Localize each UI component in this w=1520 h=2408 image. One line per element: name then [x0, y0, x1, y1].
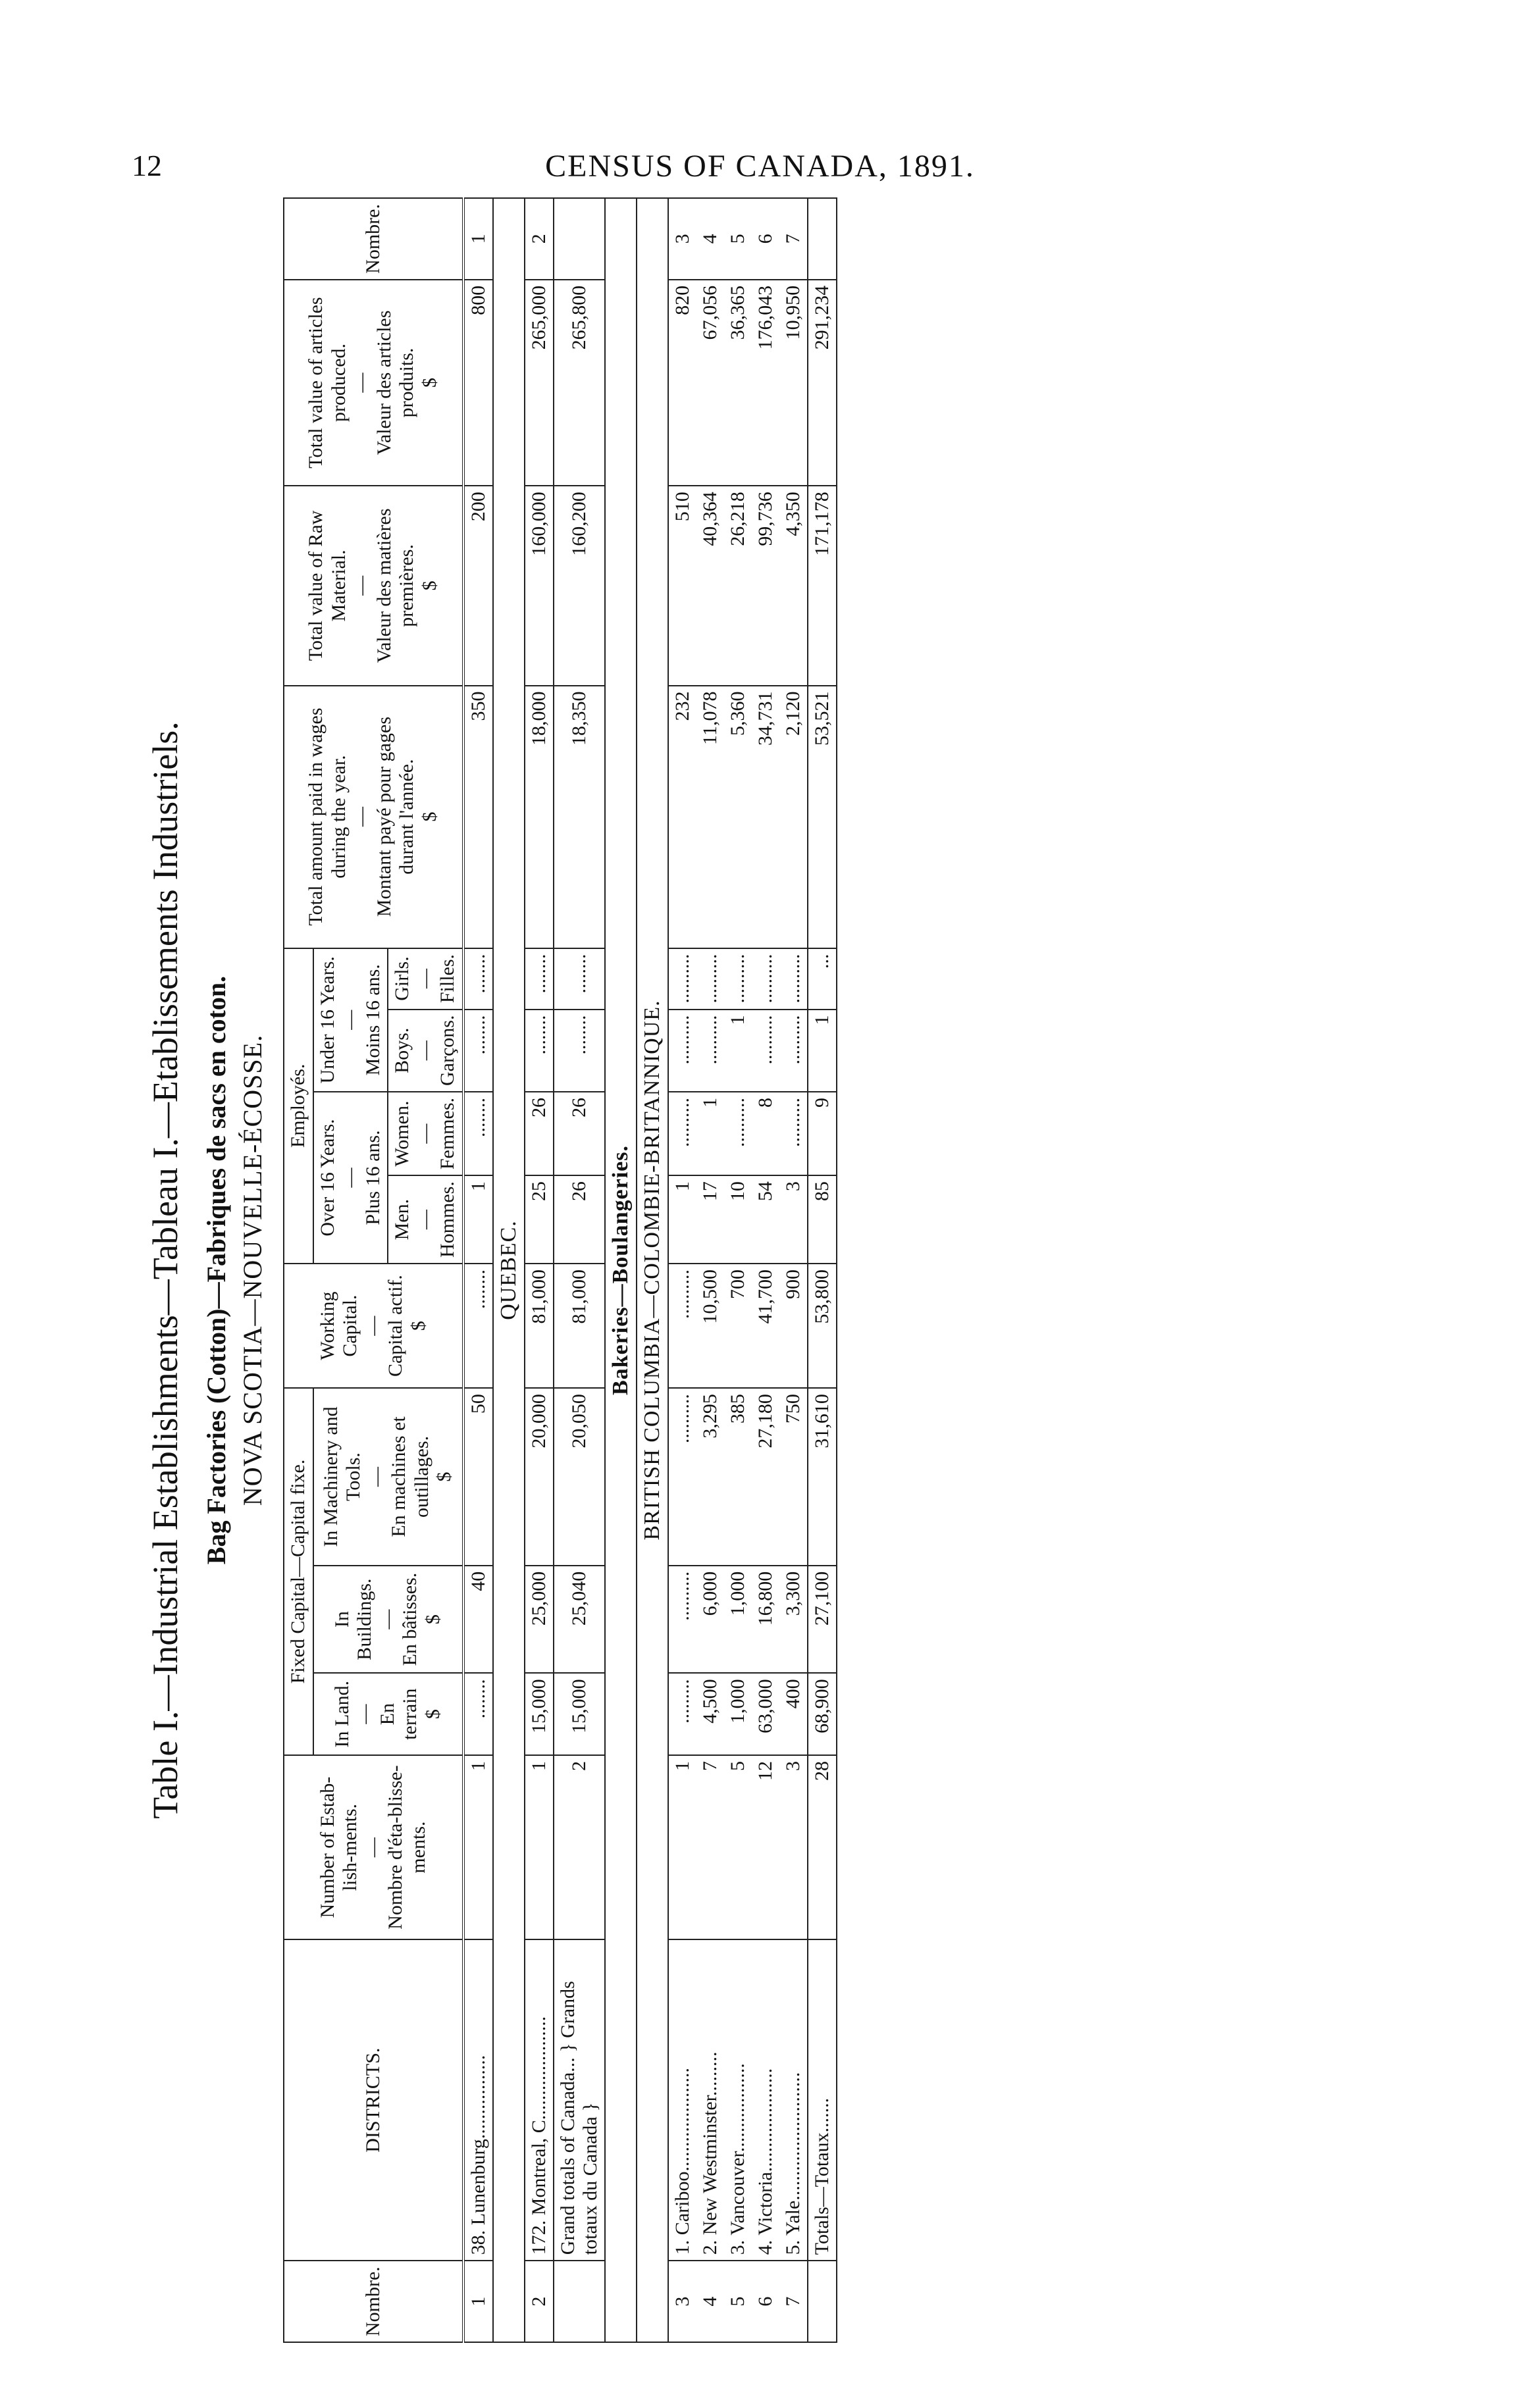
cell-men: 54	[752, 1175, 779, 1264]
header-raw-material: Total value of Raw Material. — Valeur des matières premières. $	[284, 486, 463, 685]
district-name: 38. Lunenburg.................	[463, 1939, 493, 2261]
header-fixed-capital: Fixed Capital—Capital fixe.	[284, 1388, 313, 1755]
cell-working: ..........	[668, 1264, 696, 1388]
table-row	[696, 198, 724, 2342]
page-header	[0, 148, 1520, 188]
cell-buildings: 40	[463, 1566, 493, 1674]
row-number-right	[554, 198, 605, 280]
cell-machinery: ..........	[668, 1388, 696, 1566]
row-number: 5	[724, 2261, 752, 2342]
header-over-16: Over 16 Years. — Plus 16 ans.	[313, 1092, 388, 1264]
cell-buildings: 16,800	[752, 1566, 779, 1674]
cell-girls: ..........	[724, 948, 752, 1010]
cell-wages: 18,350	[554, 686, 605, 948]
row-number-right: 1	[463, 198, 493, 280]
cell-machinery: 385	[724, 1388, 752, 1566]
cell-raw: 4,350	[779, 486, 808, 685]
cell-establishments: 1	[668, 1755, 696, 1939]
cell-girls: ..........	[779, 948, 808, 1010]
section-row-quebec	[493, 198, 525, 2342]
cell-produced: 36,365	[724, 280, 752, 486]
cell-establishments: 28	[808, 1755, 837, 1939]
cell-raw: 171,178	[808, 486, 837, 685]
cell-raw: 26,218	[724, 486, 752, 685]
cell-machinery: 31,610	[808, 1388, 837, 1566]
cell-produced: 800	[463, 280, 493, 486]
cell-men: 85	[808, 1175, 837, 1264]
row-number-right: 4	[696, 198, 724, 280]
row-number: 3	[668, 2261, 696, 2342]
district-name: 3. Vancouver..................	[724, 1939, 752, 2261]
header-boys: Boys. — Garçons.	[388, 1010, 463, 1092]
cell-machinery: 27,180	[752, 1388, 779, 1566]
header-men: Men. — Hommes.	[388, 1175, 463, 1264]
header-buildings: In Buildings. — En bâtisses. $	[313, 1566, 463, 1674]
table-row	[752, 198, 779, 2342]
header-girls: Girls. — Filles.	[388, 948, 463, 1010]
cell-girls: ...	[808, 948, 837, 1010]
table-row	[525, 198, 554, 2342]
cell-working: 900	[779, 1264, 808, 1388]
cell-produced: 10,950	[779, 280, 808, 486]
cell-wages: 232	[668, 686, 696, 948]
cell-raw: 40,364	[696, 486, 724, 685]
cell-machinery: 20,050	[554, 1388, 605, 1566]
cell-men: 26	[554, 1175, 605, 1264]
table-row	[779, 198, 808, 2342]
cell-men: 3	[779, 1175, 808, 1264]
cell-boys: ........	[525, 1010, 554, 1092]
header-wages: Total amount paid in wages during the year. — Montant payé pour gages durant l'année. $	[284, 686, 463, 948]
row-number: 1	[463, 2261, 493, 2342]
cell-men: 25	[525, 1175, 554, 1264]
row-number: 2	[525, 2261, 554, 2342]
cell-machinery: 750	[779, 1388, 808, 1566]
cell-establishments: 12	[752, 1755, 779, 1939]
cell-establishments: 7	[696, 1755, 724, 1939]
row-number-right: 6	[752, 198, 779, 280]
cell-boys: ........	[554, 1010, 605, 1092]
cell-girls: ........	[463, 948, 493, 1010]
cell-boys: ..........	[696, 1010, 724, 1092]
cell-raw: 200	[463, 486, 493, 685]
table-row	[668, 198, 696, 2342]
cell-wages: 11,078	[696, 686, 724, 948]
cell-produced: 265,800	[554, 280, 605, 486]
cell-establishments: 5	[724, 1755, 752, 1939]
cell-machinery: 20,000	[525, 1388, 554, 1566]
section-nova-scotia: NOVA SCOTIA—NOUVELLE-ÉCOSSE.	[238, 1034, 267, 1506]
cell-men: 1	[668, 1175, 696, 1264]
header-land: In Land. — En terrain $	[313, 1673, 463, 1755]
cell-women: ..........	[724, 1092, 752, 1175]
cell-raw: 99,736	[752, 486, 779, 685]
district-name: Grand totals of Canada... } Grands totaux du Canada }	[554, 1939, 605, 2261]
cell-men: 1	[463, 1175, 493, 1264]
section-row-bc	[637, 198, 668, 2342]
cell-working: 10,500	[696, 1264, 724, 1388]
cell-working: 41,700	[752, 1264, 779, 1388]
cell-wages: 53,521	[808, 686, 837, 948]
cell-buildings: 25,000	[525, 1566, 554, 1674]
cell-working: 81,000	[554, 1264, 605, 1388]
district-name: 2. New Westminster.........	[696, 1939, 724, 2261]
cell-women: 1	[696, 1092, 724, 1175]
cell-raw: 160,200	[554, 486, 605, 685]
cell-working: ........	[463, 1264, 493, 1388]
cell-produced: 176,043	[752, 280, 779, 486]
running-head: CENSUS OF CANADA, 1891.	[545, 149, 975, 184]
header-employes: Employés.	[284, 948, 313, 1264]
header-machinery: In Machinery and Tools. — En machines et outillages. $	[313, 1388, 463, 1566]
cell-buildings: 3,300	[779, 1566, 808, 1674]
cell-land: ........	[463, 1673, 493, 1755]
row-number-right: 2	[525, 198, 554, 280]
cell-produced: 291,234	[808, 280, 837, 486]
cell-girls: ..........	[696, 948, 724, 1010]
cell-establishments: 2	[554, 1755, 605, 1939]
cell-raw: 160,000	[525, 486, 554, 685]
cell-wages: 5,360	[724, 686, 752, 948]
section-quebec: QUEBEC.	[493, 198, 525, 2342]
census-table	[283, 197, 837, 2343]
table-row	[724, 198, 752, 2342]
cell-men: 17	[696, 1175, 724, 1264]
header-women: Women. — Femmes.	[388, 1092, 463, 1175]
cell-boys: 1	[808, 1010, 837, 1092]
cell-land: 15,000	[525, 1673, 554, 1755]
cell-girls: ..........	[752, 948, 779, 1010]
row-number-right: 7	[779, 198, 808, 280]
cell-women: 8	[752, 1092, 779, 1175]
cell-wages: 2,120	[779, 686, 808, 948]
cell-land: 1,000	[724, 1673, 752, 1755]
cell-produced: 820	[668, 280, 696, 486]
cell-boys: 1	[724, 1010, 752, 1092]
header-articles-produced: Total value of articles produced. — Valeur des articles produits. $	[284, 280, 463, 486]
cell-women: 26	[525, 1092, 554, 1175]
header-establishments: Number of Estab-lish-ments. — Nombre d'éta-blisse-ments.	[284, 1755, 463, 1939]
cell-women: ..........	[668, 1092, 696, 1175]
cell-boys: ........	[463, 1010, 493, 1092]
cell-women: 26	[554, 1092, 605, 1175]
cell-establishments: 3	[779, 1755, 808, 1939]
bc-total-row	[808, 198, 837, 2342]
section-bakeries: Bakeries—Boulangeries.	[605, 198, 637, 2342]
cell-women: 9	[808, 1092, 837, 1175]
district-name: 1. Cariboo.....................	[668, 1939, 696, 2261]
cell-women: ........	[463, 1092, 493, 1175]
cell-land: 63,000	[752, 1673, 779, 1755]
row-number: 7	[779, 2261, 808, 2342]
cell-wages: 350	[463, 686, 493, 948]
section-british-columbia: BRITISH COLUMBIA—COLOMBIE-BRITANNIQUE.	[637, 198, 668, 2342]
district-name: 172. Montreal, C.....................	[525, 1939, 554, 2261]
header-number-right: Nombre.	[284, 198, 463, 280]
district-name: Totals—Totaux.......	[808, 1939, 837, 2261]
cell-land: .........	[668, 1673, 696, 1755]
cell-produced: 67,056	[696, 280, 724, 486]
cell-girls: ........	[525, 948, 554, 1010]
row-number	[808, 2261, 837, 2342]
cell-raw: 510	[668, 486, 696, 685]
cell-women: ..........	[779, 1092, 808, 1175]
cell-wages: 34,731	[752, 686, 779, 948]
cell-buildings: 1,000	[724, 1566, 752, 1674]
cell-establishments: 1	[463, 1755, 493, 1939]
grand-total-row	[554, 198, 605, 2342]
row-number: 6	[752, 2261, 779, 2342]
cell-girls: ..........	[668, 948, 696, 1010]
cell-wages: 18,000	[525, 686, 554, 948]
cell-land: 15,000	[554, 1673, 605, 1755]
row-number-right: 5	[724, 198, 752, 280]
header-under-16: Under 16 Years. — Moins 16 ans.	[313, 948, 388, 1092]
table-title: Table I.—Industrial Establishments—Tableau I.—Etablissements Industriels.	[145, 721, 185, 1819]
row-number-right	[808, 198, 837, 280]
cell-produced: 265,000	[525, 280, 554, 486]
row-number: 4	[696, 2261, 724, 2342]
cell-men: 10	[724, 1175, 752, 1264]
cell-land: 68,900	[808, 1673, 837, 1755]
cell-working: 53,800	[808, 1264, 837, 1388]
cell-boys: ..........	[779, 1010, 808, 1092]
cell-boys: ..........	[752, 1010, 779, 1092]
district-name: 4. Victoria.....................	[752, 1939, 779, 2261]
cell-buildings: 6,000	[696, 1566, 724, 1674]
cell-buildings: 27,100	[808, 1566, 837, 1674]
cell-working: 81,000	[525, 1264, 554, 1388]
row-number-right: 3	[668, 198, 696, 280]
industry-title: Bag Factories (Cotton)—Fabriques de sacs en coton.	[201, 975, 231, 1565]
rotated-table-block	[138, 197, 1376, 2343]
section-row-bakeries	[605, 198, 637, 2342]
cell-land: 4,500	[696, 1673, 724, 1755]
cell-establishments: 1	[525, 1755, 554, 1939]
page-number: 12	[132, 149, 162, 182]
cell-buildings: 25,040	[554, 1566, 605, 1674]
cell-machinery: 50	[463, 1388, 493, 1566]
cell-buildings: ..........	[668, 1566, 696, 1674]
cell-machinery: 3,295	[696, 1388, 724, 1566]
district-name: 5. Yale..........................	[779, 1939, 808, 2261]
row-number	[554, 2261, 605, 2342]
header-number: Nombre.	[284, 2261, 463, 2342]
header-working-capital: Working Capital. — Capital actif. $	[284, 1264, 463, 1388]
cell-girls: ........	[554, 948, 605, 1010]
cell-boys: ..........	[668, 1010, 696, 1092]
table-row	[463, 198, 493, 2342]
cell-working: 700	[724, 1264, 752, 1388]
header-districts: DISTRICTS.	[284, 1939, 463, 2261]
cell-land: 400	[779, 1673, 808, 1755]
